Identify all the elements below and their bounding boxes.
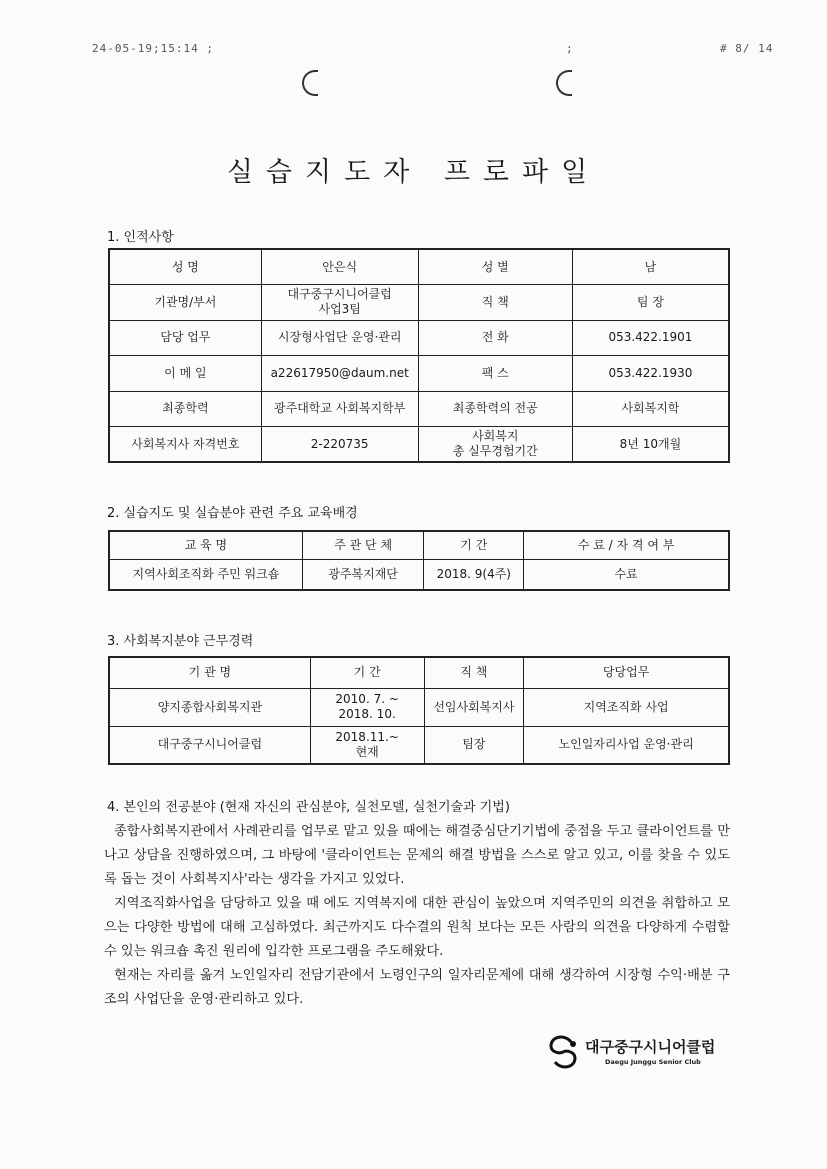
page-title: 실습지도자 프로파일 <box>226 157 601 188</box>
table-cell: 사회복지 총 실무경험기간 <box>418 427 572 463</box>
table-row <box>109 657 729 688</box>
section2-heading: 2. 실습지도 및 실습분야 관련 주요 교육배경 <box>107 506 358 521</box>
section4-heading: 4. 본인의 전공분야 (현재 자신의 관심분야, 실천모델, 실천기술과 기법) <box>107 800 510 815</box>
specialty-paragraph: 지역조직화사업을 담당하고 있을 때 에도 지역복지에 대한 관심이 높았으며 지역주민의 의견을 취합하고 모으는 다양한 방법에 대해 고심하였다. 최근까지도 다수결의 원칙 보다는 모든 사람의 의견을 다양하게 수렴할 수 있는 워크숍 촉진 원리에 입각한 프로그램을 주도해왔다. <box>104 896 730 959</box>
table-row <box>109 320 729 356</box>
table-cell: 최종학력 <box>109 391 261 427</box>
table-cell: 2-220735 <box>261 427 418 463</box>
fax-page-number: # 8/ 14 <box>720 42 774 55</box>
personal-info-table <box>108 248 730 463</box>
table-cell: 직 책 <box>418 285 572 321</box>
table-cell: 대구중구시니어클럽 <box>109 726 310 764</box>
club-logo-icon <box>545 1034 581 1070</box>
table-cell: 팩 스 <box>418 356 572 392</box>
table-cell: 교 육 명 <box>109 531 302 559</box>
fax-separator: ; <box>566 42 574 55</box>
table-cell: 기 간 <box>424 531 524 559</box>
table-cell: 기관명/부서 <box>109 285 261 321</box>
club-logo <box>545 1034 745 1074</box>
table-cell: 2018. 9(4주) <box>424 559 524 590</box>
table-row <box>109 285 729 321</box>
fax-timestamp: 24-05-19;15:14 ; <box>92 42 214 55</box>
specialty-paragraph: 현재는 자리를 옮겨 노인일자리 전담기관에서 노령인구의 일자리문제에 대해 생각하여 시장형 수익·배분 구조의 사업단을 운영·관리하고 있다. <box>104 968 730 1007</box>
table-cell: 기 관 명 <box>109 657 310 688</box>
table-cell: 팀장 <box>424 726 524 764</box>
table-row <box>109 688 729 726</box>
punch-hole-right <box>556 70 572 96</box>
table-row <box>109 427 729 463</box>
table-cell: 시장형사업단 운영·관리 <box>261 320 418 356</box>
table-cell: 전 화 <box>418 320 572 356</box>
section1-heading: 1. 인적사항 <box>107 230 174 245</box>
table-cell: 2018.11.~ 현재 <box>310 726 424 764</box>
table-cell: 2010. 7. ~ 2018. 10. <box>310 688 424 726</box>
punch-hole-left <box>302 70 318 96</box>
table-cell: 남 <box>572 249 729 285</box>
table-cell: 8년 10개월 <box>572 427 729 463</box>
table-cell: 최종학력의 전공 <box>418 391 572 427</box>
table-cell: 기 간 <box>310 657 424 688</box>
table-cell: 수료 <box>524 559 729 590</box>
table-cell: 당당업무 <box>524 657 729 688</box>
club-logo-subtitle: Daegu Junggu Senior Club <box>605 1058 701 1066</box>
table-cell: 지역조직화 사업 <box>524 688 729 726</box>
table-cell: 팀 장 <box>572 285 729 321</box>
table-cell: 주 관 단 체 <box>302 531 424 559</box>
table-cell: 이 메 일 <box>109 356 261 392</box>
table-cell: 성 별 <box>418 249 572 285</box>
table-cell: 사회복지사 자격번호 <box>109 427 261 463</box>
table-cell: 양지종합사회복지관 <box>109 688 310 726</box>
table-cell: a22617950@daum.net <box>261 356 418 392</box>
table-cell: 노인일자리사업 운영·관리 <box>524 726 729 764</box>
table-cell: 직 책 <box>424 657 524 688</box>
table-cell: 대구중구시니어클럽 사업3팀 <box>261 285 418 321</box>
table-cell: 선임사회복지사 <box>424 688 524 726</box>
section3-heading: 3. 사회복지분야 근무경력 <box>107 634 254 649</box>
table-cell: 담당 업무 <box>109 320 261 356</box>
table-cell: 사회복지학 <box>572 391 729 427</box>
table-row <box>109 356 729 392</box>
education-table <box>108 530 730 591</box>
table-cell: 053.422.1930 <box>572 356 729 392</box>
table-row <box>109 726 729 764</box>
table-row <box>109 391 729 427</box>
table-row <box>109 559 729 590</box>
career-table <box>108 656 730 765</box>
table-cell: 광주복지재단 <box>302 559 424 590</box>
table-row <box>109 249 729 285</box>
table-cell: 지역사회조직화 주민 워크숍 <box>109 559 302 590</box>
specialty-paragraph: 종합사회복지관에서 사례관리를 업무로 맡고 있을 때에는 해결중심단기기법에 중점을 두고 클라이언트를 만나고 상담을 진행하였으며, 그 바탕에 '클라이언트는 문제의 해결 방법을 스스로 알고 있고, 이를 찾을 수 있도록 돕는 것이 사회복지사'라는 생각을 가지고 있었다. <box>104 824 730 887</box>
specialty-text <box>104 820 730 1012</box>
table-cell: 수 료 / 자 격 여 부 <box>524 531 729 559</box>
table-cell: 053.422.1901 <box>572 320 729 356</box>
table-cell: 안은식 <box>261 249 418 285</box>
table-row <box>109 531 729 559</box>
table-cell: 광주대학교 사회복지학부 <box>261 391 418 427</box>
table-cell: 성 명 <box>109 249 261 285</box>
club-logo-name: 대구중구시니어클럽 <box>585 1038 716 1056</box>
